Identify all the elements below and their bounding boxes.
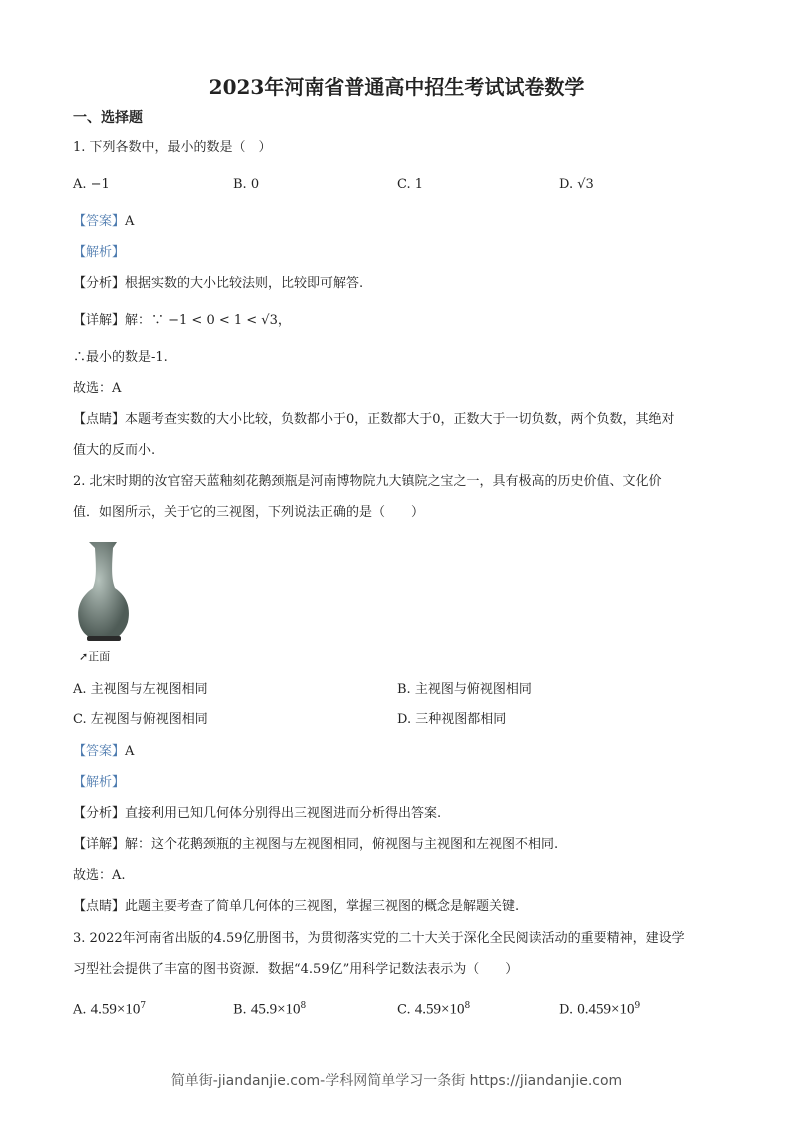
q2-dianjing: 【点睛】此题主要考查了简单几何体的三视图，掌握三视图的概念是解题关键. — [73, 899, 520, 914]
q3-option-c: C. $4.59\times 10^8$ — [397, 1001, 471, 1018]
q3-stem-1: 3. 2022年河南省出版的4.59亿册图书，为贯彻落实党的二十大关于深化全民阅读活动的重要精神，建设学 — [73, 931, 685, 946]
q1-answer — [73, 213, 134, 231]
q1-option-d: D. √3 — [559, 177, 594, 192]
q2-stem-2: 值．如图所示，关于它的三视图，下列说法正确的是（ ） — [73, 505, 425, 520]
q1-dianjing-1: 【点睛】本题考查实数的大小比较，负数都小于0，正数都大于0，正数大于一切负数，两个负数，其绝对 — [73, 412, 675, 427]
q2-answer — [73, 743, 134, 761]
q2-analysis-label: 【解析】 — [73, 775, 126, 790]
q2-option-d: D. 三种视图都相同 — [397, 712, 507, 727]
q2-option-b: B. 主视图与俯视图相同 — [397, 682, 532, 697]
footer-watermark: 简单街-jiandanjie.com-学科网简单学习一条街 https://jiandanjie.com — [170, 1073, 623, 1089]
q1-option-c: C. 1 — [397, 177, 424, 192]
q1-stem: 1. 下列各数中，最小的数是（ ） — [73, 140, 272, 155]
q2-stem-1: 2. 北宋时期的汝官窑天蓝釉刻花鹅颈瓶是河南博物院九大镇院之宝之一，具有极高的历史价值、文化价 — [73, 474, 662, 489]
arrow-icon: ➚ — [79, 650, 89, 663]
answer-value: A — [125, 744, 135, 759]
q3-option-a: A. $4.59\times 10^7$ — [73, 1001, 147, 1018]
answer-value: A — [125, 214, 135, 229]
q1-xiangjie: 【详解】解：∵ −1 < 0 < 1 < √3， — [73, 313, 291, 328]
q1-choice: 故选：A — [73, 381, 122, 396]
q1-analysis-label: 【解析】 — [73, 245, 126, 260]
answer-label: 【答案】 — [73, 744, 126, 759]
answer-label: 【答案】 — [73, 214, 126, 229]
page-title: 2023年河南省普通高中招生考试试卷数学 — [208, 75, 585, 99]
q1-conclusion: ∴最小的数是-1. — [73, 350, 168, 365]
q2-fenxi: 【分析】直接利用已知几何体分别得出三视图进而分析得出答案. — [73, 806, 442, 821]
q1-option-b: B. 0 — [233, 177, 260, 192]
q1-fenxi: 【分析】根据实数的大小比较法则，比较即可解答. — [73, 276, 364, 291]
section-heading: 一、选择题 — [73, 110, 143, 126]
q3-option-d: D. $0.459\times 10^9$ — [559, 1001, 641, 1018]
q1-option-a: A. −1 — [73, 177, 110, 192]
q2-xiangjie: 【详解】解：这个花鹅颈瓶的主视图与左视图相同，俯视图与主视图和左视图不相同. — [73, 837, 559, 852]
q3-stem-2: 习型社会提供了丰富的图书资源．数据“4.59亿”用科学记数法表示为（ ） — [73, 962, 519, 977]
vase-image — [75, 540, 135, 645]
image-caption: ➚正面 — [79, 650, 111, 663]
q1-dianjing-2: 值大的反而小. — [73, 443, 156, 458]
q2-option-a: A. 主视图与左视图相同 — [73, 682, 208, 697]
q2-choice: 故选：A. — [73, 868, 126, 883]
q3-option-b: B. $45.9\times 10^8$ — [233, 1001, 307, 1018]
q2-option-c: C. 左视图与俯视图相同 — [73, 712, 208, 727]
